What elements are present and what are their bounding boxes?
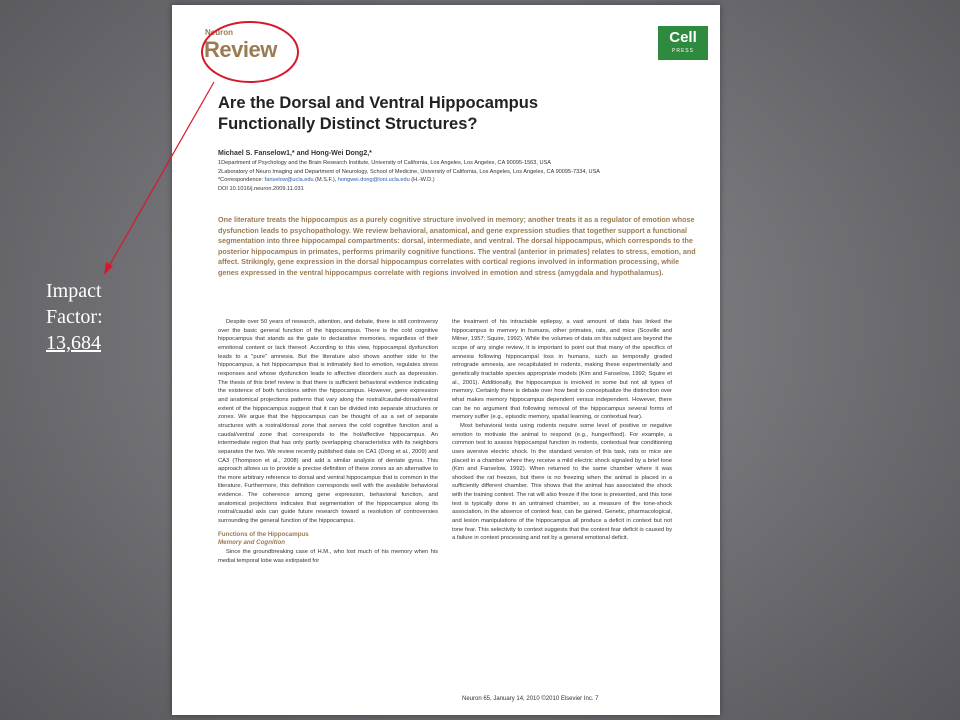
section-subheading: Memory and Cognition [218, 539, 286, 547]
affiliation-2: 2Laboratory of Neuro Imaging and Department of Neurology, School of Medicine, University of California, Los Angeles, Los Angeles, CA 90095-7334, USA [218, 168, 601, 175]
impact-factor-caption [46, 278, 166, 356]
right-column [452, 318, 672, 543]
right-paragraph-2: Most behavioral tests using rodents require some level of positive or negative emotion to motivate the animal to respond (e.g., hunger/food). For example, a common test to assess hippocampal function in rodents, contextual fear conditioning uses aversive electric shock. In the standard version of this task, rats or mice are placed in a chamber where they receive a mild electric shock signaled by a brief tone (Kim and Fanselow, 1992). When returned to the same chamber where it was shocked the rat freezes, but there is no freezing when the animal is placed in a sufficiently different chamber. This shows that the animal has associated the shock with the training context. The rat will also freeze if the tone is presented, and this tone test is typically done in an untrained chamber, so a measure of the tone-shock association, in the absence of context fear, can be gained. Genetic, pharmacological, and lesion manipulations of the hippocampus all produce a deficit in context but not tone fear. This selectivity to context suggests that the context fear deficit is caused by a failure in context processing and not by a general emotional deficit. [452, 422, 672, 542]
affiliation-1: 1Department of Psychology and the Brain Research Institute, University of California, Los Angeles, Los Angeles, CA 90095-1563, USA [218, 160, 552, 166]
right-paragraph-1: the treatment of his intractable epilepsy, a vast amount of data has linked the hippocampus to memory in humans, other primates, rats, and mice (Scoville and Milner, 1957; Squire, 1992). While the volumes of data on this subject are beyond the scope of any single review, it is important to point out that many of the specifics of amnesia following hippocampal loss in humans, such as temporally graded retrograde amnesia, are recapitulated in rodents, making these experimentally and genetically tractable species appropriate models (Kim and Fanselow, 1992; Squire et al., 2001). Additionally, the hippocampus is involved in some but not all types of memory. Certainly there is debate over how best to conceptualize the distinction over what makes memory hippocampus dependent versus independent. However, there can be no argument that following removal of the hippocampus several forms of memory suffer (e.g., episodic memory, spatial learning, or contextual fear). [452, 319, 672, 421]
section-paragraph: Since the groundbreaking case of H.M., who lost much of his memory when his medial temporal lobe was extirpated for [218, 549, 438, 564]
journal-name: Neuron [205, 28, 233, 37]
correspondence-prefix: *Correspondence: [218, 177, 265, 183]
abstract: One literature treats the hippocampus as a purely cognitive structure involved in memory; another treats it as a regulator of emotion whose dysfunction leads to psychopathology. We review behavioral, anatomical, and gene expression studies that together support a functional segmentation into three hippocampal compartments: dorsal, intermediate, and ventral. The dorsal hippocampus, which corresponds to the posterior hippocampus in primates, performs primarily cognitive functions. The ventral (anterior in primates) relates to stress, emotion, and affect. Strikingly, gene expression in the dorsal hippocampus correlates with cortical regions involved in information processing, while genes expressed in the ventral hippocampus correlate with regions involved in emotion and stress (amygdala and hypothalamus). [218, 215, 696, 277]
article-title: Are the Dorsal and Ventral Hippocampus Functionally Distinct Structures? [218, 94, 538, 133]
impact-factor-value: 13,684 [46, 332, 101, 354]
caption-line-1: Impact [46, 280, 102, 302]
logo-word: Cell [669, 29, 697, 46]
affiliations [218, 159, 688, 193]
page-footer: Neuron 65, January 14, 2010 ©2010 Elsevier Inc. 7 [462, 696, 599, 702]
doi: DOI 10.1016/j.neuron.2009.11.031 [218, 185, 304, 192]
intro-paragraph: Despite over 50 years of research, attention, and debate, there is still controversy over the basic general function of the hippocampus. There is the cold cognitive hippocampus that stands as the gate to declarative memories, regardless of their emotional content or lack thereof. According to this view, hippocampal dysfunction leads to a "pure" amnesia. But the literature also shows another side to the hippocampus, a hot hippocampus that is intimately tied to emotion, regulates stress responses and whose dysfunction leads to affective disorders such as depression. The thesis of this brief review is that there is sufficient behavioral evidence indicating the existence of both functions within the hippocampus. However, gene expression and anatomical projections patterns that vary along the rostral/caudal-dorsal/ventral extent of the hippocampus suggest that it can be divided into separate structures or zones. We argue that the hippocampus can be thought of as a set of separate structures with a rostral/dorsal zone that serves the cold cognitive function and a caudal/ventral zone that corresponds to the hot/affective hippocampus. An intermediate region that has only partly overlapping characteristics with its neighbors separates the two. We review recently published data on CA1 (Dong et al., 2009) and CA3 (Thompson et al., 2008) and add a similar analysis of dentate gyrus. This approach allows us to provide a precise definition of these zones as an alternative to the more arbitrary reference to dorsal and ventral hippocampus that is common in the literature. Furthermore, this definition corresponds well with the available behavioral evidence. The coherence among gene expression, behavioral function, and anatomical projections indicates that segmentation of the hippocampus along its rostral/caudal axis can guide future research toward a resolution of controversies surrounding the general function of the hippocampus. [218, 319, 438, 525]
correspondence-suffix: (H.-W.D.) [409, 177, 435, 183]
left-column [218, 318, 438, 565]
cell-press-logo [658, 26, 708, 60]
email-link-2[interactable]: hongwei.dong@loni.ucla.edu [337, 177, 410, 183]
article-authors: Michael S. Fanselow1,* and Hong-Wei Dong2,* [218, 150, 372, 157]
correspondence [218, 176, 688, 185]
paper-page [172, 5, 720, 715]
annotation-arrow-head [104, 262, 113, 275]
logo-press: PRESS [672, 48, 694, 54]
caption-line-2: Factor: [46, 306, 103, 328]
correspondence-mid: (M.S.F.), [313, 177, 338, 183]
article-type-label: Review [204, 37, 277, 62]
email-link-1[interactable]: fanselow@ucla.edu [264, 177, 314, 183]
section-heading: Functions of the Hippocampus [218, 530, 309, 538]
